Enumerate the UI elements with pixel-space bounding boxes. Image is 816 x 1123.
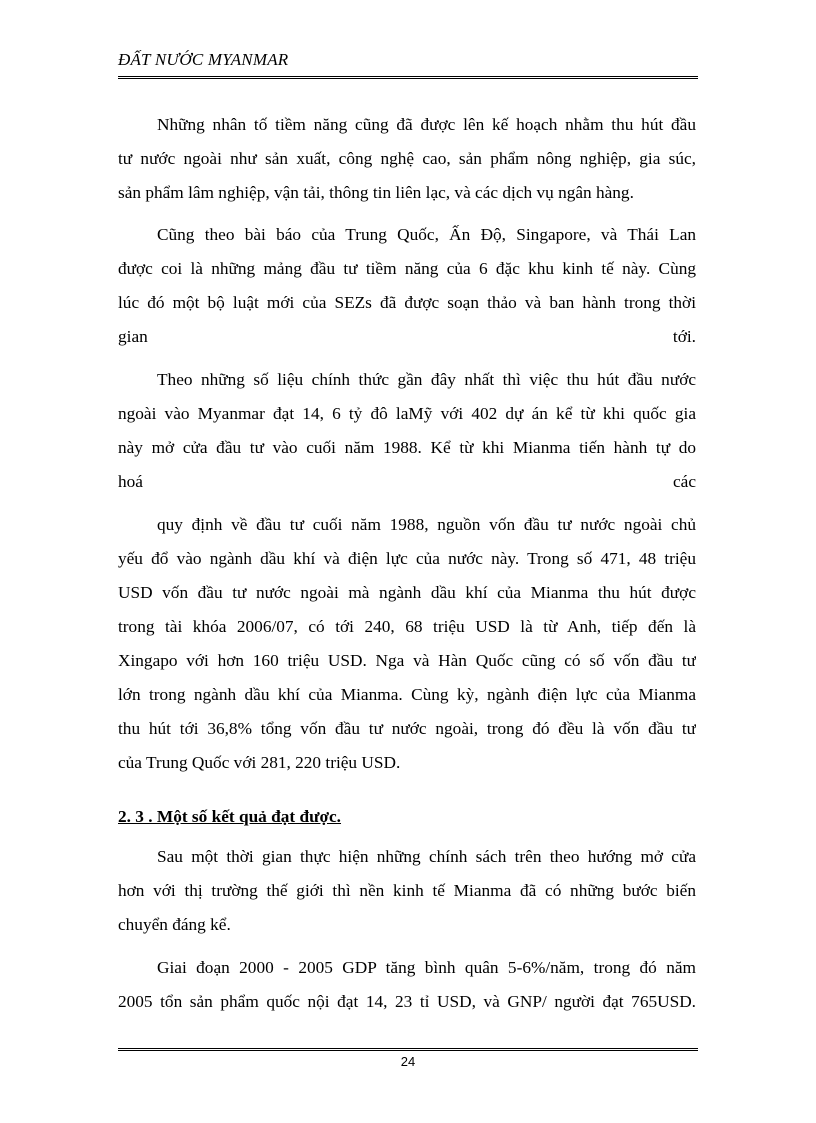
text-line: Giai đoạn 2000 - 2005 GDP tăng bình quân 5-6%/năm, trong đó năm <box>157 958 696 977</box>
header-divider <box>118 76 698 79</box>
text-line: chuyển đáng kể. <box>118 915 231 934</box>
text-line: được coi là những mảng đầu tư tiềm năng của 6 đặc khu kinh tế này. Cùng <box>118 259 696 278</box>
text-line: lớn trong ngành dầu khí của Mianma. Cùng kỳ, ngành điện lực của Mianma <box>118 685 696 704</box>
running-header-title: ĐẤT NƯỚC MYANMAR <box>118 50 289 69</box>
text-line: USD vốn đầu tư nước ngoài mà ngành dầu khí của Mianma thu hút được <box>118 583 696 602</box>
section-heading: 2. 3 . Một số kết quả đạt được. <box>118 807 342 826</box>
text-line: thu hút tới 36,8% tổng vốn đầu tư nước ngoài, trong đó đều là vốn đầu tư <box>118 719 696 738</box>
text-line: trong tài khóa 2006/07, có tới 240, 68 triệu USD là từ Anh, tiếp đến là <box>118 617 696 636</box>
text-line: tư nước ngoài như sản xuất, công nghệ cao, sản phẩm nông nghiệp, gia súc, <box>118 149 696 168</box>
text-line: hơn với thị trường thế giới thì nền kinh tế Mianma đã có những bước biến <box>118 881 696 900</box>
text-line: Cũng theo bài báo của Trung Quốc, Ấn Độ, Singapore, và Thái Lan <box>157 225 696 244</box>
text-line: Những nhân tố tiềm năng cũng đã được lên kế hoạch nhằm thu hút đầu <box>157 115 696 134</box>
text-line: sản phẩm lâm nghiệp, vận tải, thông tin liên lạc, và các dịch vụ ngân hàng. <box>118 183 634 202</box>
text-line: lúc đó một bộ luật mới của SEZs đã được soạn thảo và ban hành trong thời <box>118 293 696 312</box>
text-line: của Trung Quốc với 281, 220 triệu USD. <box>118 753 401 772</box>
text-line: yếu đổ vào ngành dầu khí và điện lực của nước này. Trong số 471, 48 triệu <box>118 549 696 568</box>
text-line: Sau một thời gian thực hiện những chính sách trên theo hướng mở cửa <box>157 847 696 866</box>
text-line: gian tới. <box>118 327 696 346</box>
text-line: Xingapo với hơn 160 triệu USD. Nga và Hàn Quốc cũng có số vốn đầu tư <box>118 651 696 670</box>
text-line: quy định về đầu tư cuối năm 1988, nguồn vốn đầu tư nước ngoài chủ <box>157 515 696 534</box>
text-line: hoá các <box>118 472 696 491</box>
text-line: ngoài vào Myanmar đạt 14, 6 tỷ đô laMỹ với 402 dự án kể từ khi quốc gia <box>118 404 696 423</box>
text-line: 2005 tổn sản phẩm quốc nội đạt 14, 23 tỉ USD, và GNP/ người đạt 765USD. <box>118 992 696 1011</box>
footer-divider <box>118 1048 698 1051</box>
page-number: 24 <box>400 1054 416 1069</box>
text-line: này mở cửa đầu tư vào cuối năm 1988. Kể từ khi Mianma tiến hành tự do <box>118 438 696 457</box>
text-line: Theo những số liệu chính thức gần đây nhất thì việc thu hút đầu nước <box>157 370 696 389</box>
